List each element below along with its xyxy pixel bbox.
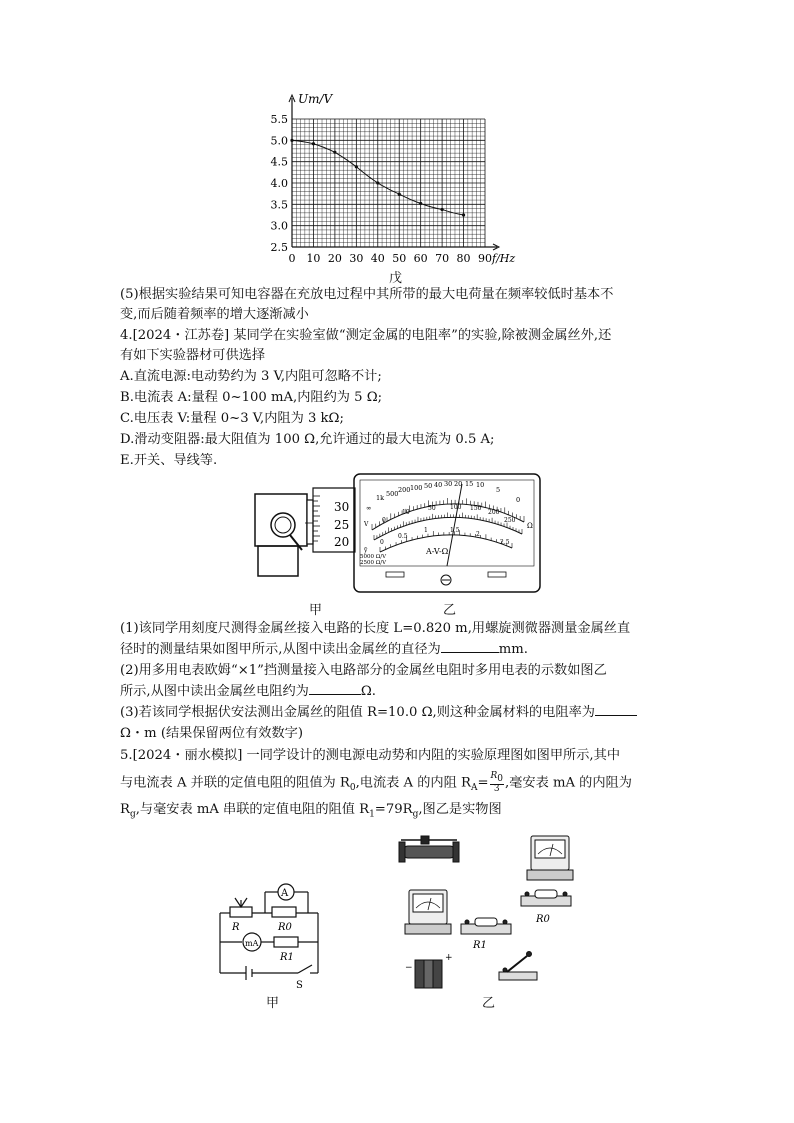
y-tick-label: 4.5 (270, 155, 288, 169)
q5-heading-line2: 与电流表 A 并联的定值电阻的阻值为 $R_0$,电流表 A 的内阻 $R_A=$ $\frac{R_0}{3}$ ,毫安表 mA 的内阻为 (120, 771, 632, 794)
q4-part3-line1: (3)若该同学根据伏安法测出金属丝的阻值 R=10.0 Ω,则这种金属材料的电阻率为 (120, 703, 680, 722)
meter-ohm-label-500: 500 (386, 490, 399, 498)
meter-ohm-label-5: 5 (496, 486, 501, 494)
q3-part5-line1: (5)根据实验结果可知电容器在充放电过程中其所带的最大电荷量在频率较低时基本不 (120, 287, 614, 302)
micrometer-scale-25: 25 (334, 518, 350, 532)
circuit-label-r1: R1 (280, 952, 294, 963)
resistor-r0-icon (521, 890, 571, 906)
meter-side-label-ohm: Ω (527, 522, 533, 530)
meter-ohm-label-15: 15 (465, 480, 474, 488)
meter-ohm-label-inf: ∞ (366, 504, 372, 512)
data-point (376, 181, 379, 184)
data-point (419, 202, 422, 205)
meter-title: A-V-Ω (426, 547, 449, 556)
meter-ohm-label-100: 100 (410, 484, 423, 492)
meter-needle (447, 484, 462, 566)
x-tick-label: 40 (370, 252, 385, 265)
apparatus-photo (395, 832, 585, 1007)
meter-dc-label-10: 10 (402, 509, 410, 516)
meter-ohm-label-200: 200 (398, 486, 411, 494)
micrometer-figure (250, 480, 360, 580)
x-tick-label: 80 (456, 252, 471, 265)
meter-dc-label-0: 0 (382, 517, 386, 524)
y-tick-label: 3.5 (270, 198, 288, 212)
meter-lower-0: 0 (380, 539, 384, 546)
meter-lower-2: 2 (476, 531, 480, 538)
x-tick-label: 20 (327, 252, 342, 265)
q4-option-e: E.开关、导线等. (120, 453, 218, 468)
q4-heading-line2: 有如下实验器材可供选择 (120, 348, 266, 363)
meter-dc-label-250: 250 (504, 517, 516, 524)
circuit-label-r0: R0 (278, 922, 292, 933)
x-tick-label: 60 (413, 252, 428, 265)
q4-part2-line1: (2)用多用电表欧姆“×1”挡测量接入电路部分的金属丝电阻时多用电表的示数如图乙 (120, 663, 607, 678)
meter-side-label-ac: ỹ (364, 547, 368, 554)
q4-option-b: B.电流表 A:量程 0~100 mA,内阻约为 5 Ω; (120, 390, 383, 405)
meter-lower-25: 2.5 (500, 539, 510, 546)
meter-ohm-label-20: 20 (454, 480, 463, 488)
q4-part1-line2: 径时的测量结果如图甲所示,从图中读出金属丝的直径为 mm. (120, 642, 528, 657)
circuit-label-switch: S (296, 980, 303, 990)
meter-lower-05: 0.5 (398, 533, 408, 540)
data-point (398, 192, 401, 195)
y-tick-label: 4.0 (270, 177, 288, 190)
micrometer-scale-20: 20 (334, 535, 350, 549)
fig-caption-jia: 甲 (309, 603, 323, 618)
apparatus-caption-yi: 乙 (482, 996, 496, 1011)
milliammeter-device-icon (405, 890, 451, 934)
meter-ohm-label-10: 10 (476, 481, 485, 489)
meter-lower-15: 1.5 (450, 527, 460, 534)
chart-axes (289, 95, 499, 250)
circuit-diagram (210, 878, 345, 990)
data-point (441, 208, 444, 211)
fig-caption-yi: 乙 (443, 603, 457, 618)
meter-ohm-label-40: 40 (434, 481, 443, 489)
y-tick-label: 5.0 (270, 134, 288, 148)
q4-option-c: C.电压表 V:量程 0~3 V,内阻为 3 kΩ; (120, 411, 344, 426)
data-point (312, 142, 315, 145)
data-point (355, 165, 358, 168)
x-tick-label: 50 (392, 252, 407, 265)
data-point (290, 139, 293, 142)
data-point (462, 213, 465, 216)
q4-heading-line1: 4.[2024・江苏卷] 某同学在实验室做“测定金属的电阻率”的实验,除被测金属丝外,还 (120, 328, 612, 343)
meter-small-5000: 5000 Ω/V (360, 554, 387, 560)
svg-text:−: − (405, 963, 413, 973)
meter-dc-label-50: 50 (428, 505, 436, 512)
chart-tick-labels (271, 113, 493, 265)
meter-dc-label-100: 100 (450, 504, 462, 511)
micrometer-scale-30: 30 (334, 500, 350, 514)
data-point (333, 151, 336, 154)
q5-heading-line3: $R_g$,与毫安表 mA 串联的定值电阻的阻值 $R_1=79R_g$,图乙是实物图 (120, 802, 502, 820)
circuit-label-milliammeter: mA (245, 939, 259, 948)
q5-heading-line1: 5.[2024・丽水模拟] 一同学设计的测电源电动势和内阻的实验原理图如图甲所示,其中 (120, 748, 621, 763)
ammeter-device-icon (527, 836, 573, 880)
photo-label-r1: R1 (473, 940, 487, 951)
voltage-frequency-chart (260, 90, 530, 285)
svg-text:+: + (445, 953, 453, 963)
q4-part2-line2: 所示,从图中读出金属丝电阻约为 Ω. (120, 684, 376, 699)
x-tick-label: 10 (306, 252, 321, 265)
chart-xlabel: f/Hz (492, 252, 516, 265)
chart-grid (292, 119, 485, 247)
photo-label-r0: R0 (536, 914, 550, 925)
y-tick-label: 2.5 (270, 241, 288, 254)
meter-ohm-label-0: 0 (516, 496, 521, 504)
meter-ohm-label-30: 30 (444, 480, 453, 488)
meter-ohm-label-1k: 1k (376, 494, 385, 502)
circuit-label-ammeter: A (281, 888, 289, 899)
resistor-r1-icon (461, 918, 511, 934)
q4-option-d: D.滑动变阻器:最大阻值为 100 Ω,允许通过的最大电流为 0.5 A; (120, 432, 495, 447)
rheostat-icon (399, 836, 459, 862)
x-tick-label: 30 (349, 252, 364, 265)
chart-caption: 戊 (389, 271, 403, 286)
meter-small-2500: 2500 Ω/V (360, 560, 387, 566)
y-tick-label: 3.0 (270, 219, 288, 233)
circuit-label-r: R (232, 922, 240, 933)
q3-part5-line2: 变,而后随着频率的增大逐渐减小 (120, 307, 309, 322)
chart-ylabel: Um/V (298, 92, 333, 106)
meter-ohm-label-50: 50 (424, 482, 433, 490)
multimeter-figure (352, 472, 542, 594)
circuit-caption-jia: 甲 (266, 996, 280, 1011)
meter-lower-1: 1 (424, 527, 428, 534)
battery-icon (405, 953, 453, 988)
meter-dc-label-150: 150 (470, 505, 482, 512)
q4-part1-line1: (1)该同学用刻度尺测得金属丝接入电路的长度 L=0.820 m,用螺旋测微器测量金属丝直 (120, 621, 631, 636)
x-tick-label: 90 (478, 252, 492, 265)
x-tick-label: 0 (288, 252, 296, 265)
meter-side-label-v: V (364, 521, 369, 528)
q4-option-a: A.直流电源:电动势约为 3 V,内阻可忽略不计; (120, 369, 382, 384)
switch-icon (499, 952, 537, 981)
meter-dc-label-200: 200 (488, 509, 500, 516)
y-tick-label: 5.5 (270, 113, 288, 126)
q4-part3-line2: Ω・m (结果保留两位有效数字) (120, 726, 303, 741)
x-tick-label: 70 (435, 252, 450, 265)
